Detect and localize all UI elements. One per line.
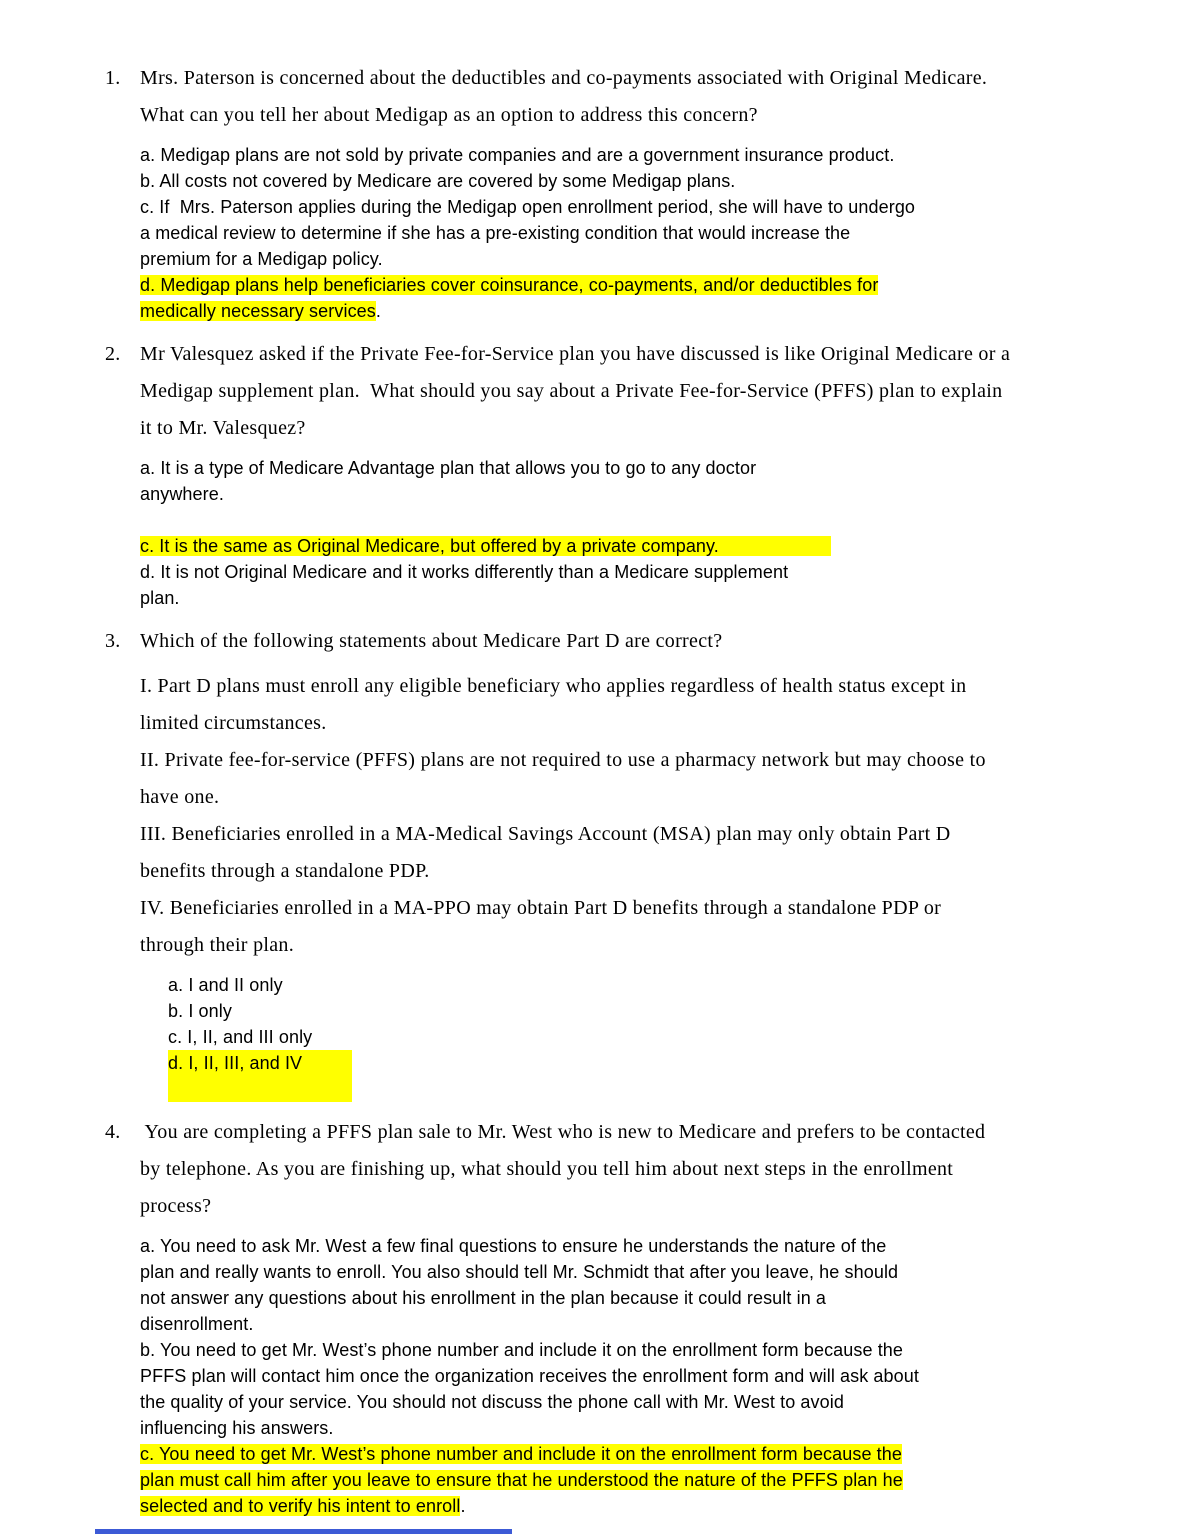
- option-line: [140, 272, 1190, 298]
- option-line: PFFS plan will contact him once the organization receives the enrollment form and will ask about: [140, 1366, 919, 1386]
- question-head: [105, 1114, 1190, 1225]
- question-1: [105, 60, 1190, 324]
- question-stem-line: process?: [140, 1195, 212, 1217]
- question-stem-line: it to Mr. Valesquez?: [140, 417, 306, 439]
- option-line: not answer any questions about his enrollment in the plan because it could result in a: [140, 1288, 827, 1308]
- option-line: a. You need to ask Mr. West a few final questions to ensure he understands the nature of the: [140, 1236, 887, 1256]
- statement-line: have one.: [140, 786, 220, 808]
- statement-line: benefits through a standalone PDP.: [140, 860, 430, 882]
- option-line: b. All costs not covered by Medicare are covered by some Medigap plans.: [140, 171, 736, 191]
- question-head: [105, 336, 1190, 447]
- question-stem: [140, 1114, 1190, 1225]
- option-line: plan.: [140, 588, 180, 608]
- option-line: b. I only: [168, 1001, 232, 1021]
- option-line: c. If Mrs. Paterson applies during the Medigap open enrollment period, she will have to undergo: [140, 197, 916, 217]
- question-stem-line: Mrs. Paterson is concerned about the deductibles and co-payments associated with Original Medicare.: [140, 67, 988, 89]
- highlight-block: [168, 1050, 352, 1102]
- question-number: 4.: [105, 1121, 121, 1143]
- option-line: [140, 1467, 1190, 1493]
- option-line: a medical review to determine if she has a pre-existing condition that would increase the: [140, 223, 851, 243]
- highlighted-text: plan must call him after you leave to ensure that he understood the nature of the PFFS plan he: [140, 1470, 903, 1490]
- option-list: [140, 455, 1190, 611]
- statement-line: II. Private fee-for-service (PFFS) plans are not required to use a pharmacy network but may choose to: [140, 749, 986, 771]
- question-stem-line: You are completing a PFFS plan sale to Mr. West who is new to Medicare and prefers to be contacted: [140, 1121, 986, 1143]
- question-2: [105, 336, 1190, 611]
- statement-line: IV. Beneficiaries enrolled in a MA-PPO may obtain Part D benefits through a standalone PDP or: [140, 897, 942, 919]
- statement-line: III. Beneficiaries enrolled in a MA-Medical Savings Account (MSA) plan may only obtain Part D: [140, 823, 951, 845]
- option-line: c. I, II, and III only: [168, 1027, 313, 1047]
- question-stem-line: Mr Valesquez asked if the Private Fee-for-Service plan you have discussed is like Original Medicare or a: [140, 343, 1011, 365]
- statement-list: [140, 668, 1190, 964]
- question-stem-line: What can you tell her about Medigap as an option to address this concern?: [140, 104, 758, 126]
- option-line: [140, 298, 1190, 324]
- question-stem-line: Medigap supplement plan. What should you say about a Private Fee-for-Service (PFFS) plan to explain: [140, 380, 1003, 402]
- option-line: [140, 1441, 1190, 1467]
- option-line: the quality of your service. You should not discuss the phone call with Mr. West to avoid: [140, 1392, 844, 1412]
- option-line: a. It is a type of Medicare Advantage plan that allows you to go to any doctor: [140, 458, 757, 478]
- question-number: 2.: [105, 343, 121, 365]
- option-line: plan and really wants to enroll. You also should tell Mr. Schmidt that after you leave, he should: [140, 1262, 899, 1282]
- highlighted-text: c. It is the same as Original Medicare, but offered by a private company.: [140, 536, 831, 556]
- option-line-tail: .: [460, 1496, 466, 1516]
- option-line: a. Medigap plans are not sold by private companies and are a government insurance product.: [140, 145, 895, 165]
- question-stem-line: by telephone. As you are finishing up, what should you tell him about next steps in the enrollment: [140, 1158, 954, 1180]
- question-head: [105, 60, 1190, 134]
- option-line: [140, 1493, 1190, 1519]
- option-line-tail: .: [375, 301, 381, 321]
- option-line: b. You need to get Mr. West’s phone number and include it on the enrollment form because the: [140, 1340, 904, 1360]
- question-list: [105, 60, 1190, 1519]
- question-stem: [140, 623, 1190, 660]
- option-list: [168, 972, 1190, 1102]
- statement-line: through their plan.: [140, 934, 295, 956]
- highlighted-text: c. You need to get Mr. West’s phone number and include it on the enrollment form because the: [140, 1444, 903, 1464]
- option-line: [140, 533, 1190, 559]
- question-stem: [140, 60, 1190, 134]
- option-line: a. I and II only: [168, 975, 283, 995]
- statement-line: I. Part D plans must enroll any eligible beneficiary who applies regardless of health status except in: [140, 675, 967, 697]
- question-head: [105, 623, 1190, 660]
- bottom-blue-bar: [95, 1529, 512, 1534]
- question-stem: [140, 336, 1190, 447]
- question-3: [105, 623, 1190, 1102]
- option-line: anywhere.: [140, 484, 224, 504]
- statement-line: limited circumstances.: [140, 712, 327, 734]
- blank-line: [140, 507, 1190, 533]
- option-line: premium for a Medigap policy.: [140, 249, 383, 269]
- option-line: d. It is not Original Medicare and it works differently than a Medicare supplement: [140, 562, 789, 582]
- option-line: influencing his answers.: [140, 1418, 334, 1438]
- question-4: [105, 1114, 1190, 1519]
- option-list: [140, 1233, 1190, 1519]
- option-line: disenrollment.: [140, 1314, 254, 1334]
- option-line: d. I, II, III, and IV: [168, 1053, 303, 1073]
- question-stem-line: Which of the following statements about Medicare Part D are correct?: [140, 630, 723, 652]
- highlighted-text: medically necessary services: [140, 301, 376, 321]
- question-number: 1.: [105, 67, 121, 89]
- question-number: 3.: [105, 630, 121, 652]
- option-list: [140, 142, 1190, 324]
- highlighted-text: d. Medigap plans help beneficiaries cover coinsurance, co-payments, and/or deductibles for: [140, 275, 879, 295]
- highlighted-text: selected and to verify his intent to enroll: [140, 1496, 461, 1516]
